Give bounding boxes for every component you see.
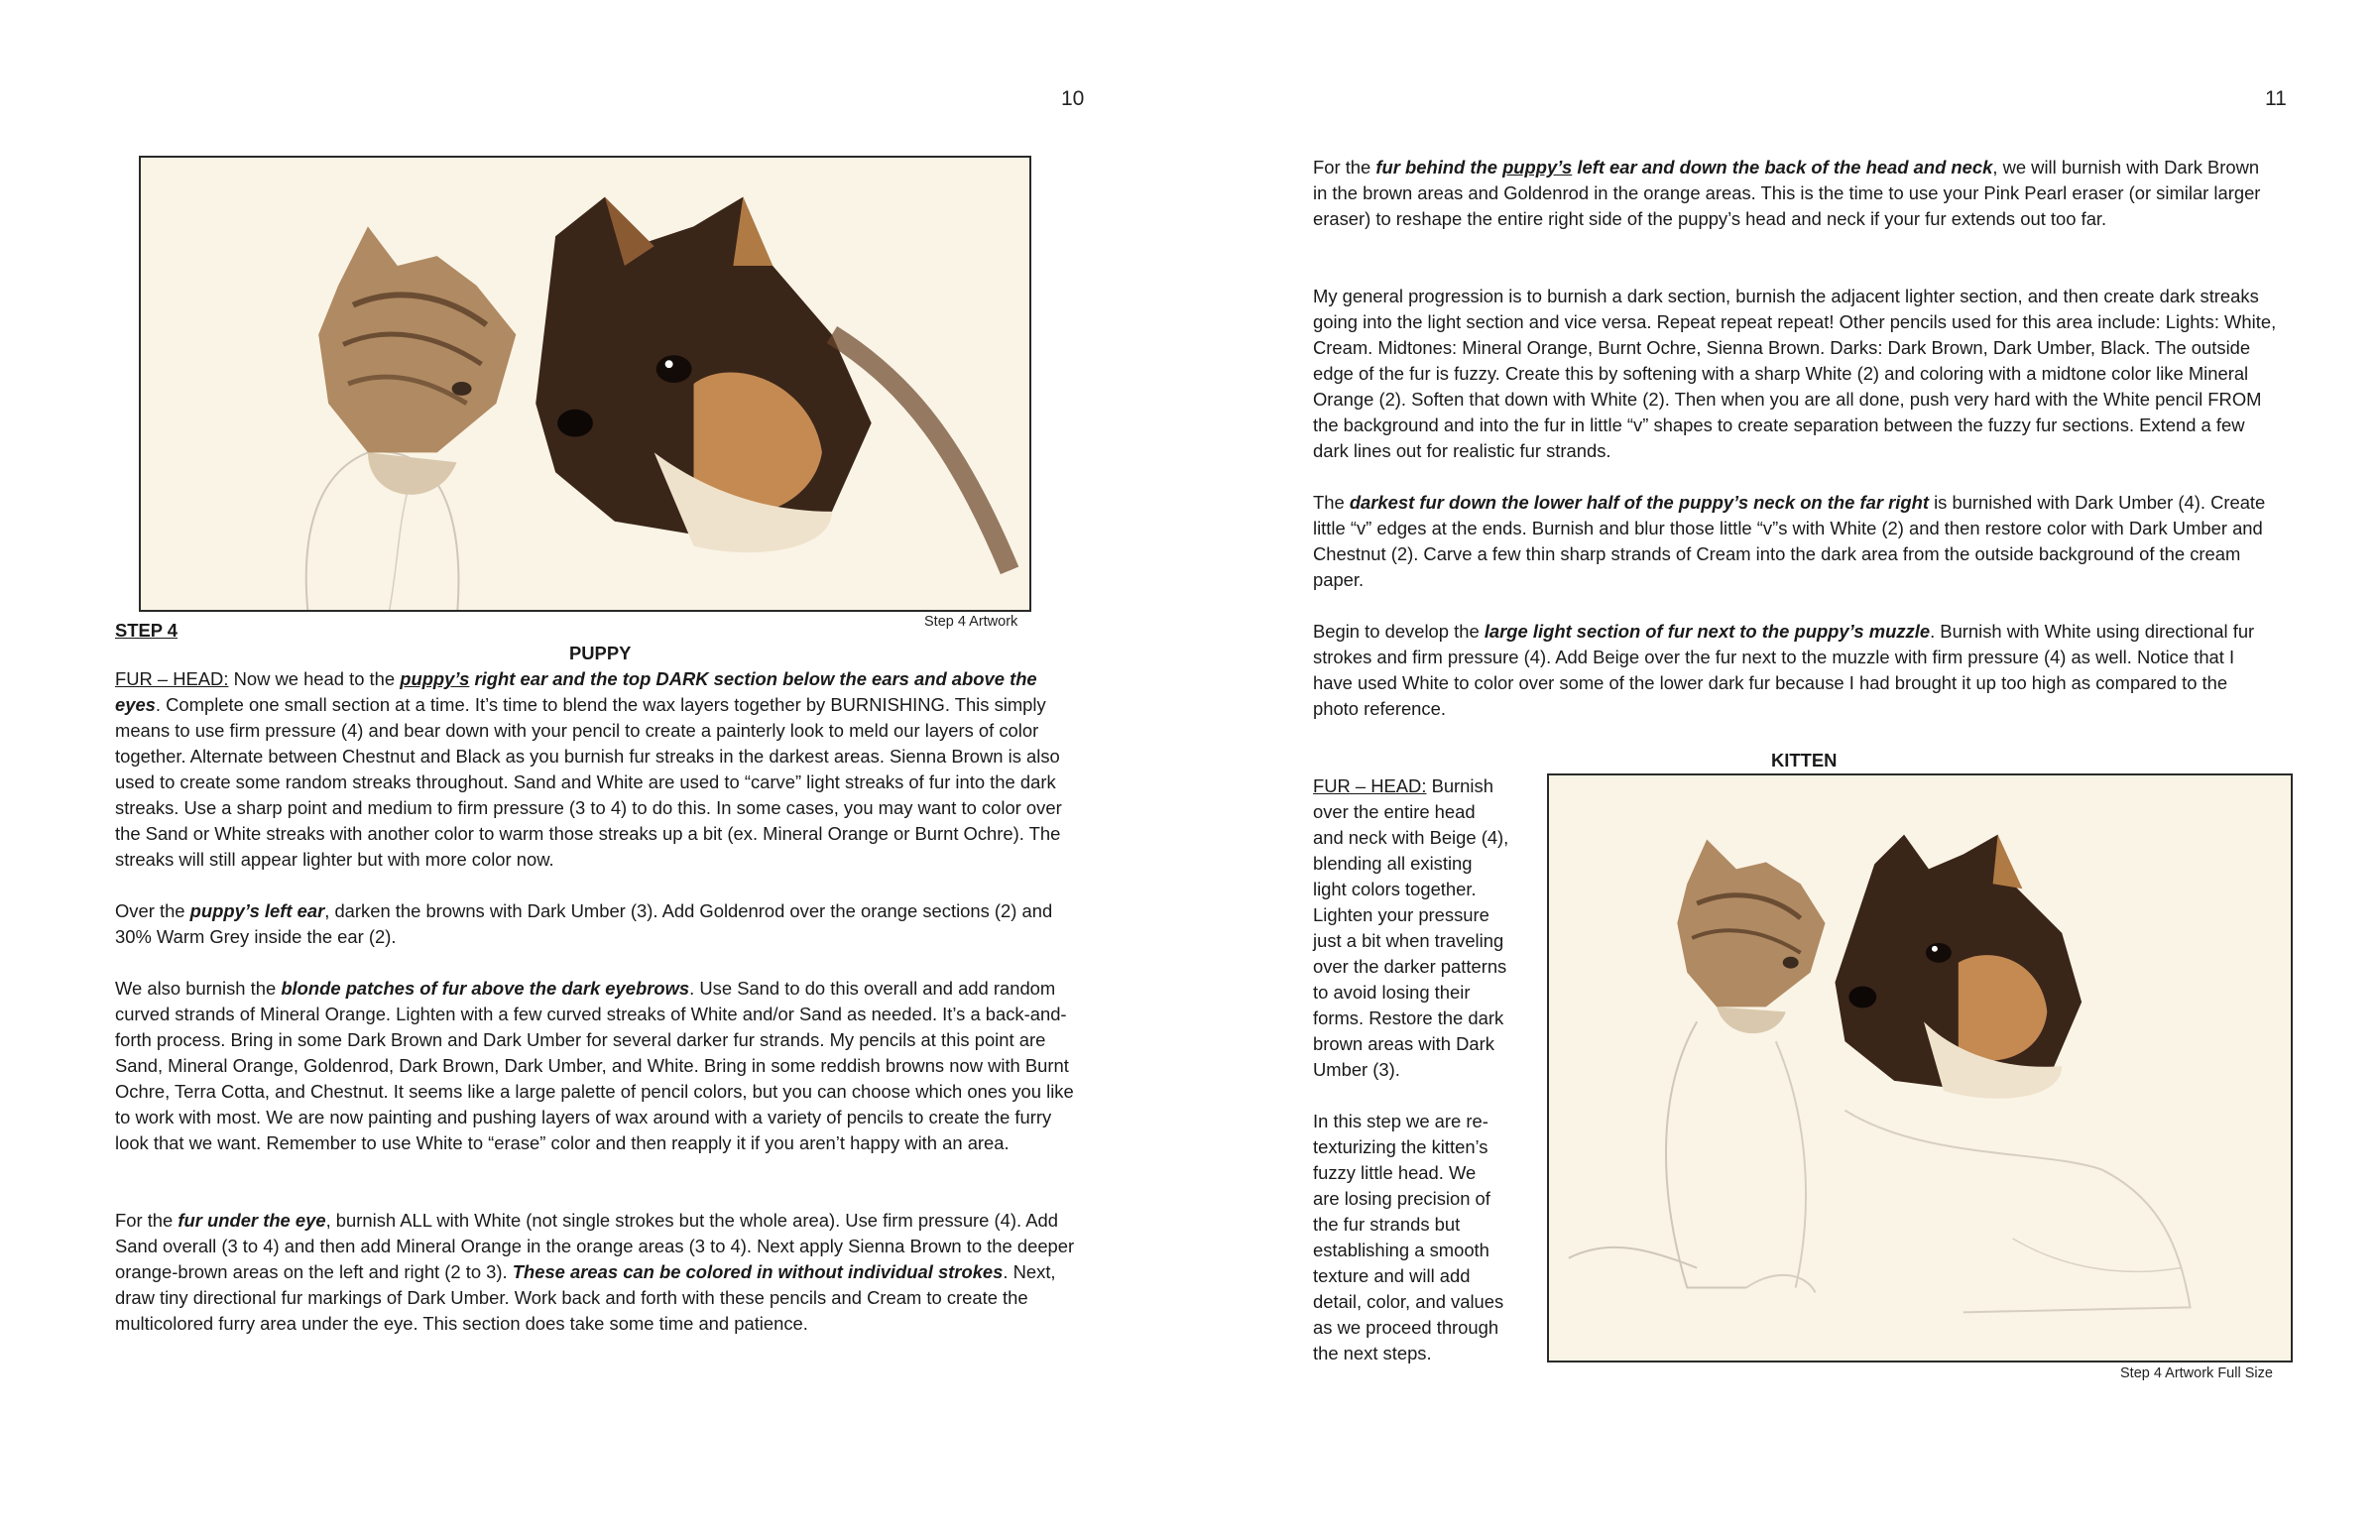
text: blending all existing: [1313, 853, 1473, 874]
text: Burnish: [1426, 775, 1493, 796]
page-number: 11: [2265, 87, 2287, 110]
puppy-para-1: [115, 666, 1083, 873]
step4-artwork-image: [139, 156, 1031, 612]
text: The: [1313, 492, 1350, 513]
puppy-para-5: [1313, 155, 2277, 232]
text: . Burnish with White using directional fur strokes and firm pressure (4). Add Beige over the fur next to the muzzle with firm pressure (4) as well. Notice that I have used White to color over some of the lower dark fur because I had brought it up too high as compared to the photo reference.: [1313, 621, 2255, 719]
text: . Complete one small section at a time. It’s time to blend the wax layers together by BURNISHING. This simply means to use firm pressure (4) and bear down with your pencil to create a painterly look to meld our layers of color together. Alternate between Chestnut and Black as you burnish fur streaks in the darkest areas. Sienna Brown is also used to create some random streaks throughout. Sand and White are used to “carve” light streaks of fur into the dark streaks. Use a sharp point and medium to firm pressure (3 to 4) to do this. In some cases, you may want to color over the Sand or White streaks with another color to warm those streaks up a bit (ex. Mineral Orange or Burnt Ochre). The streaks will still appear lighter but with more color now.: [115, 694, 1062, 870]
text: For the: [1313, 157, 1376, 178]
bold-text: blonde patches of fur above the dark eyebrows: [281, 978, 690, 999]
text: as we proceed through: [1313, 1317, 1499, 1338]
section-title-puppy: PUPPY: [569, 643, 632, 663]
section-title-kitten: KITTEN: [1771, 750, 1838, 770]
text: and neck with Beige (4),: [1313, 827, 1509, 848]
puppy-para-6: [1313, 284, 2277, 464]
text: In this step we are re-: [1313, 1111, 1488, 1131]
bold-text: right ear and the top DARK section below the ears and above the eyes: [115, 668, 1037, 715]
kitten-para-2: [1313, 1109, 1543, 1366]
text: is burnished with Dark Umber (4). Create little “v” edges at the ends. Burnish and blur those little “v”s with White (2) and then restore color with Dark Umber and Chestnut (2). Carve a few thin sharp strands of Cream into the dark area from the outside background of the cream paper.: [1313, 492, 2266, 590]
text: My general progression is to burnish a dark section, burnish the adjacent lighter section, and then create dark streaks going into the light section and vice versa. Repeat repeat repeat! Other pencils used for this area include: Lights: White, Cream. Midtones: Mineral Orange, Burnt Ochre, Sienna Brown. Darks: Dark Brown, Dark Umber, Black. The outside edge of the fur is fuzzy. Create this by softening with a sharp White (2) and coloring with a midtone color like Mineral Orange (2). Soften that down with White (2). Then when you are all done, push very hard with the White pencil FROM the background and into the fur in little “v” shapes to create separation between the fuzzy fur sections. Extend a few dark lines out for realistic fur strands.: [1313, 286, 2277, 461]
bold-text: puppy’s left ear: [189, 900, 325, 921]
text: Umber (3).: [1313, 1059, 1400, 1080]
puppy-para-7: [1313, 490, 2277, 593]
text: light colors together.: [1313, 879, 1477, 899]
text: the fur strands but: [1313, 1214, 1461, 1235]
text: , burnish ALL with White (not single strokes but the whole area). Use firm pressure (4). Add Sand overall (3 to 4) and then add Mineral Orange in the orange areas (3 to 4). Next apply Sienna Brown to the deeper orange-brown areas on the left and right (2 to 3).: [115, 1210, 1075, 1282]
artwork-caption: Step 4 Artwork: [924, 614, 1018, 630]
text: over the entire head: [1313, 801, 1476, 822]
text: Now we head to the: [228, 668, 401, 689]
kitten-para-1: [1313, 773, 1543, 1083]
puppy-para-4: [115, 1208, 1083, 1337]
text: fuzzy little head. We: [1313, 1162, 1477, 1183]
step4-full-size-artwork-image: [1547, 773, 2293, 1362]
bold-text: darkest fur down the lower half of the puppy’s neck on the far right: [1349, 492, 1929, 513]
text: . Next, draw tiny directional fur markings of Dark Umber. Work back and forth with these pencils and Cream to create the multicolored furry area under the eye. This section does take some time and patience.: [115, 1261, 1056, 1334]
text: establishing a smooth: [1313, 1240, 1489, 1260]
bold-text: fur under the eye: [178, 1210, 326, 1231]
text: , we will burnish with Dark Brown in the brown areas and Goldenrod in the orange areas. This is the time to use your Pink Pearl eraser (or similar larger eraser) to reshape the entire right side of the puppy’s head and neck if your fur extends out too far.: [1313, 157, 2261, 229]
text: texture and will add: [1313, 1265, 1471, 1286]
text: just a bit when traveling: [1313, 930, 1504, 951]
bold-text: left ear and down the back of the head and neck: [1572, 157, 1993, 178]
text: over the darker patterns: [1313, 956, 1507, 977]
bold-text: fur behind the: [1375, 157, 1503, 178]
page-number: 10: [1061, 87, 1085, 110]
puppy-para-2: [115, 898, 1083, 950]
step-label: STEP 4: [115, 620, 178, 641]
text: Over the: [115, 900, 190, 921]
bold-text: puppy’s: [1502, 157, 1573, 178]
text: , darken the browns with Dark Umber (3). Add Goldenrod over the orange sections (2) and 30% Warm Grey inside the ear (2).: [115, 900, 1053, 947]
text: Begin to develop the: [1313, 621, 1485, 642]
text: detail, color, and values: [1313, 1291, 1504, 1312]
text: For the: [115, 1210, 178, 1231]
text: forms. Restore the dark: [1313, 1007, 1504, 1028]
text: to avoid losing their: [1313, 982, 1471, 1003]
artwork-caption: Step 4 Artwork Full Size: [2120, 1365, 2273, 1381]
text: Lighten your pressure: [1313, 904, 1489, 925]
fur-head-label: FUR – HEAD:: [115, 668, 229, 689]
right-page: [1190, 0, 2380, 1540]
text: texturizing the kitten’s: [1313, 1136, 1488, 1157]
text: are losing precision of: [1313, 1188, 1490, 1209]
bold-text: large light section of fur next to the puppy’s muzzle: [1484, 621, 1931, 642]
fur-head-label: FUR – HEAD:: [1313, 775, 1427, 796]
text: We also burnish the: [115, 978, 282, 999]
text: brown areas with Dark: [1313, 1033, 1494, 1054]
text: . Use Sand to do this overall and add random curved strands of Mineral Orange. Lighten with a few curved streaks of White and/or Sand as needed. It’s a back-and-forth process. Bring in some Dark Brown and Dark Umber for several darker fur strands. My pencils at this point are Sand, Mineral Orange, Goldenrod, Dark Brown, Dark Umber, and White. Bring in some reddish browns now with Burnt Ochre, Terra Cotta, and Chestnut. It seems like a large palette of pencil colors, but you can choose which ones you like to work with most. We are now painting and pushing layers of wax around with a variety of pencils to create the furry look that we want. Remember to use White to “erase” color and then reapply it if you aren’t happy with an area.: [115, 978, 1074, 1153]
text: the next steps.: [1313, 1343, 1432, 1363]
bold-text: puppy’s: [400, 668, 470, 689]
puppy-para-3: [115, 976, 1083, 1156]
puppy-para-8: [1313, 619, 2277, 722]
bold-text: These areas can be colored in without individual strokes: [512, 1261, 1004, 1282]
